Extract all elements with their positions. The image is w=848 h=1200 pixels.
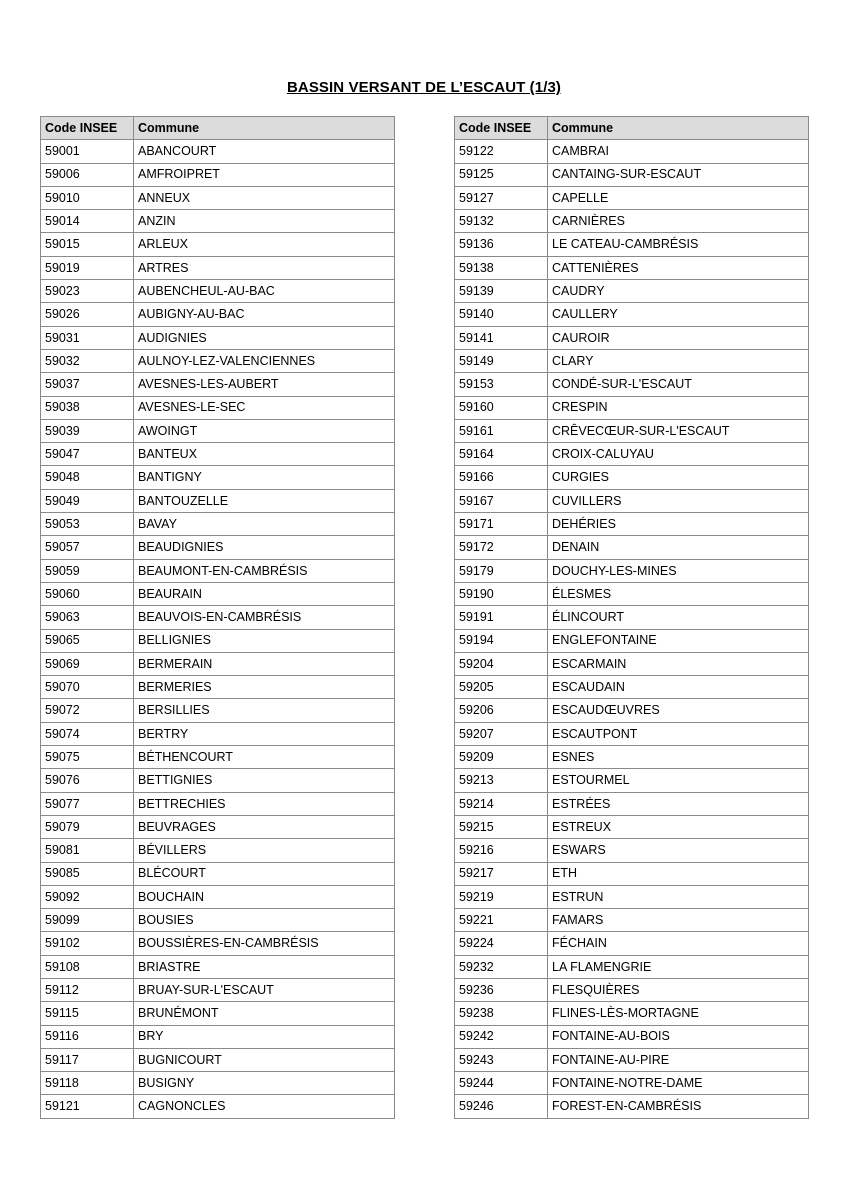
table-row	[41, 629, 395, 652]
cell-commune: BOUSSIÈRES-EN-CAMBRÉSIS	[134, 932, 395, 955]
cell-commune: ARLEUX	[134, 233, 395, 256]
cell-code-insee: 59023	[41, 280, 134, 303]
page-title: BASSIN VERSANT DE L’ESCAUT (1/3)	[286, 79, 562, 96]
cell-commune: BÉTHENCOURT	[134, 746, 395, 769]
cell-commune: BEAUVOIS-EN-CAMBRÉSIS	[134, 606, 395, 629]
cell-commune: BERTRY	[134, 722, 395, 745]
table-row	[41, 373, 395, 396]
communes-table-left	[40, 116, 395, 1119]
cell-code-insee: 59141	[455, 326, 548, 349]
table-row	[455, 396, 809, 419]
cell-commune: CAMBRAI	[548, 140, 809, 163]
cell-code-insee: 59037	[41, 373, 134, 396]
cell-commune: BÉVILLERS	[134, 839, 395, 862]
cell-code-insee: 59102	[41, 932, 134, 955]
cell-code-insee: 59125	[455, 163, 548, 186]
cell-commune: BOUSIES	[134, 909, 395, 932]
cell-code-insee: 59215	[455, 815, 548, 838]
table-row	[41, 909, 395, 932]
cell-code-insee: 59221	[455, 909, 548, 932]
cell-code-insee: 59074	[41, 722, 134, 745]
cell-code-insee: 59001	[41, 140, 134, 163]
table-row	[455, 419, 809, 442]
cell-code-insee: 59132	[455, 210, 548, 233]
cell-commune: FOREST-EN-CAMBRÉSIS	[548, 1095, 809, 1118]
cell-code-insee: 59065	[41, 629, 134, 652]
cell-code-insee: 59167	[455, 489, 548, 512]
cell-commune: BRY	[134, 1025, 395, 1048]
cell-commune: BANTEUX	[134, 443, 395, 466]
table-row	[41, 513, 395, 536]
table-row	[455, 1002, 809, 1025]
cell-code-insee: 59015	[41, 233, 134, 256]
cell-code-insee: 59127	[455, 186, 548, 209]
table-row	[455, 513, 809, 536]
table-row	[41, 210, 395, 233]
cell-code-insee: 59214	[455, 792, 548, 815]
cell-commune: CONDÉ-SUR-L'ESCAUT	[548, 373, 809, 396]
cell-code-insee: 59190	[455, 582, 548, 605]
table-row	[41, 792, 395, 815]
table-row	[41, 303, 395, 326]
cell-commune: AWOINGT	[134, 419, 395, 442]
cell-commune: BEAUDIGNIES	[134, 536, 395, 559]
cell-commune: FÉCHAIN	[548, 932, 809, 955]
column-header-code-insee: Code INSEE	[41, 117, 134, 140]
table-row	[455, 769, 809, 792]
cell-commune: BRIASTRE	[134, 955, 395, 978]
cell-commune: ESCAUTPONT	[548, 722, 809, 745]
table-row	[455, 326, 809, 349]
table-row	[455, 839, 809, 862]
cell-code-insee: 59213	[455, 769, 548, 792]
cell-commune: ESCAUDŒUVRES	[548, 699, 809, 722]
table-row	[41, 163, 395, 186]
table-row	[41, 559, 395, 582]
cell-code-insee: 59206	[455, 699, 548, 722]
cell-code-insee: 59057	[41, 536, 134, 559]
cell-commune: CANTAING-SUR-ESCAUT	[548, 163, 809, 186]
cell-code-insee: 59081	[41, 839, 134, 862]
cell-commune: CAUROIR	[548, 326, 809, 349]
table-row	[455, 629, 809, 652]
table-row	[455, 536, 809, 559]
cell-commune: ANNEUX	[134, 186, 395, 209]
table-row	[41, 839, 395, 862]
cell-commune: ESTOURMEL	[548, 769, 809, 792]
cell-commune: CURGIES	[548, 466, 809, 489]
cell-commune: DENAIN	[548, 536, 809, 559]
cell-commune: CARNIÈRES	[548, 210, 809, 233]
table-row	[455, 1048, 809, 1071]
table-row	[455, 746, 809, 769]
cell-code-insee: 59172	[455, 536, 548, 559]
cell-commune: ETH	[548, 862, 809, 885]
cell-code-insee: 59205	[455, 676, 548, 699]
table-row	[41, 256, 395, 279]
cell-code-insee: 59069	[41, 652, 134, 675]
table-row	[41, 326, 395, 349]
table-row	[41, 140, 395, 163]
cell-code-insee: 59238	[455, 1002, 548, 1025]
cell-commune: ESTREUX	[548, 815, 809, 838]
cell-code-insee: 59010	[41, 186, 134, 209]
table-row	[455, 443, 809, 466]
table-row	[41, 349, 395, 372]
table-row	[455, 1072, 809, 1095]
table-row	[41, 606, 395, 629]
cell-commune: FONTAINE-NOTRE-DAME	[548, 1072, 809, 1095]
cell-commune: AULNOY-LEZ-VALENCIENNES	[134, 349, 395, 372]
cell-commune: CAGNONCLES	[134, 1095, 395, 1118]
cell-code-insee: 59219	[455, 885, 548, 908]
cell-code-insee: 59116	[41, 1025, 134, 1048]
cell-code-insee: 59236	[455, 978, 548, 1001]
table-row	[41, 1048, 395, 1071]
cell-code-insee: 59049	[41, 489, 134, 512]
cell-code-insee: 59038	[41, 396, 134, 419]
cell-code-insee: 59121	[41, 1095, 134, 1118]
table-row	[455, 606, 809, 629]
cell-commune: BLÉCOURT	[134, 862, 395, 885]
cell-code-insee: 59060	[41, 582, 134, 605]
cell-code-insee: 59232	[455, 955, 548, 978]
cell-code-insee: 59207	[455, 722, 548, 745]
cell-code-insee: 59136	[455, 233, 548, 256]
cell-code-insee: 59164	[455, 443, 548, 466]
table-row	[455, 862, 809, 885]
cell-code-insee: 59171	[455, 513, 548, 536]
cell-commune: AVESNES-LE-SEC	[134, 396, 395, 419]
cell-commune: BETTIGNIES	[134, 769, 395, 792]
table-row	[455, 210, 809, 233]
cell-code-insee: 59026	[41, 303, 134, 326]
table-row	[41, 466, 395, 489]
table-row	[455, 349, 809, 372]
cell-code-insee: 59194	[455, 629, 548, 652]
cell-commune: BANTIGNY	[134, 466, 395, 489]
table-row	[41, 536, 395, 559]
table-row	[455, 676, 809, 699]
cell-code-insee: 59019	[41, 256, 134, 279]
table-row	[41, 815, 395, 838]
cell-commune: ESNES	[548, 746, 809, 769]
cell-commune: ESTRÉES	[548, 792, 809, 815]
cell-code-insee: 59243	[455, 1048, 548, 1071]
cell-commune: CUVILLERS	[548, 489, 809, 512]
cell-code-insee: 59117	[41, 1048, 134, 1071]
cell-code-insee: 59209	[455, 746, 548, 769]
table-row	[455, 256, 809, 279]
table-header-row	[455, 117, 809, 140]
cell-commune: BERSILLIES	[134, 699, 395, 722]
cell-commune: FAMARS	[548, 909, 809, 932]
cell-commune: DEHÉRIES	[548, 513, 809, 536]
table-row	[41, 978, 395, 1001]
cell-commune: FONTAINE-AU-PIRE	[548, 1048, 809, 1071]
table-row	[41, 746, 395, 769]
cell-code-insee: 59112	[41, 978, 134, 1001]
cell-code-insee: 59166	[455, 466, 548, 489]
table-row	[41, 280, 395, 303]
cell-code-insee: 59079	[41, 815, 134, 838]
cell-code-insee: 59204	[455, 652, 548, 675]
cell-commune: LA FLAMENGRIE	[548, 955, 809, 978]
table-row	[41, 419, 395, 442]
cell-commune: CAPELLE	[548, 186, 809, 209]
table-row	[41, 396, 395, 419]
cell-commune: CAULLERY	[548, 303, 809, 326]
cell-commune: BETTRECHIES	[134, 792, 395, 815]
cell-code-insee: 59032	[41, 349, 134, 372]
cell-commune: AVESNES-LES-AUBERT	[134, 373, 395, 396]
table-row	[455, 466, 809, 489]
cell-commune: CROIX-CALUYAU	[548, 443, 809, 466]
table-row	[455, 1095, 809, 1118]
cell-commune: BEAURAIN	[134, 582, 395, 605]
table-row	[455, 140, 809, 163]
column-header-commune: Commune	[134, 117, 395, 140]
cell-commune: AUBENCHEUL-AU-BAC	[134, 280, 395, 303]
cell-commune: LE CATEAU-CAMBRÉSIS	[548, 233, 809, 256]
cell-code-insee: 59076	[41, 769, 134, 792]
cell-commune: BOUCHAIN	[134, 885, 395, 908]
cell-commune: BRUAY-SUR-L'ESCAUT	[134, 978, 395, 1001]
cell-code-insee: 59075	[41, 746, 134, 769]
table-row	[41, 932, 395, 955]
cell-code-insee: 59139	[455, 280, 548, 303]
cell-code-insee: 59031	[41, 326, 134, 349]
cell-commune: BUSIGNY	[134, 1072, 395, 1095]
table-row	[455, 489, 809, 512]
cell-commune: ABANCOURT	[134, 140, 395, 163]
table-row	[455, 932, 809, 955]
cell-code-insee: 59047	[41, 443, 134, 466]
cell-commune: CAUDRY	[548, 280, 809, 303]
cell-code-insee: 59085	[41, 862, 134, 885]
table-row	[455, 303, 809, 326]
table-row	[41, 676, 395, 699]
cell-commune: ESWARS	[548, 839, 809, 862]
cell-commune: AUDIGNIES	[134, 326, 395, 349]
table-row	[455, 792, 809, 815]
table-row	[455, 582, 809, 605]
cell-commune: ESTRUN	[548, 885, 809, 908]
cell-code-insee: 59014	[41, 210, 134, 233]
table-row	[41, 443, 395, 466]
table-row	[455, 280, 809, 303]
cell-commune: BUGNICOURT	[134, 1048, 395, 1071]
cell-commune: BERMERIES	[134, 676, 395, 699]
table-row	[455, 885, 809, 908]
cell-code-insee: 59224	[455, 932, 548, 955]
cell-code-insee: 59149	[455, 349, 548, 372]
table-row	[455, 978, 809, 1001]
table-row	[41, 186, 395, 209]
cell-code-insee: 59217	[455, 862, 548, 885]
cell-commune: FLINES-LÈS-MORTAGNE	[548, 1002, 809, 1025]
table-row	[41, 722, 395, 745]
cell-code-insee: 59160	[455, 396, 548, 419]
cell-code-insee: 59138	[455, 256, 548, 279]
cell-code-insee: 59077	[41, 792, 134, 815]
cell-code-insee: 59092	[41, 885, 134, 908]
table-row	[41, 233, 395, 256]
cell-commune: BAVAY	[134, 513, 395, 536]
cell-commune: BRUNÉMONT	[134, 1002, 395, 1025]
cell-code-insee: 59099	[41, 909, 134, 932]
cell-commune: CRESPIN	[548, 396, 809, 419]
table-row	[41, 699, 395, 722]
table-row	[455, 909, 809, 932]
table-row	[455, 652, 809, 675]
cell-commune: ESCARMAIN	[548, 652, 809, 675]
table-row	[41, 1072, 395, 1095]
table-row	[455, 233, 809, 256]
cell-commune: CATTENIÈRES	[548, 256, 809, 279]
cell-code-insee: 59153	[455, 373, 548, 396]
cell-code-insee: 59063	[41, 606, 134, 629]
cell-commune: FONTAINE-AU-BOIS	[548, 1025, 809, 1048]
table-row	[455, 815, 809, 838]
cell-commune: ÉLESMES	[548, 582, 809, 605]
cell-commune: BEAUMONT-EN-CAMBRÉSIS	[134, 559, 395, 582]
table-row	[455, 373, 809, 396]
communes-table-right	[454, 116, 809, 1119]
table-row	[455, 559, 809, 582]
table-row	[41, 955, 395, 978]
cell-code-insee: 59242	[455, 1025, 548, 1048]
cell-code-insee: 59140	[455, 303, 548, 326]
table-row	[455, 955, 809, 978]
cell-code-insee: 59053	[41, 513, 134, 536]
cell-commune: ÉLINCOURT	[548, 606, 809, 629]
column-header-commune: Commune	[548, 117, 809, 140]
cell-code-insee: 59246	[455, 1095, 548, 1118]
table-row	[455, 699, 809, 722]
cell-commune: ANZIN	[134, 210, 395, 233]
table-row	[455, 1025, 809, 1048]
cell-commune: BERMERAIN	[134, 652, 395, 675]
cell-commune: ESCAUDAIN	[548, 676, 809, 699]
table-row	[41, 489, 395, 512]
cell-commune: CRÊVECŒUR-SUR-L'ESCAUT	[548, 419, 809, 442]
table-row	[41, 1025, 395, 1048]
cell-commune: ARTRES	[134, 256, 395, 279]
cell-commune: ENGLEFONTAINE	[548, 629, 809, 652]
cell-commune: FLESQUIÈRES	[548, 978, 809, 1001]
table-row	[41, 582, 395, 605]
cell-code-insee: 59039	[41, 419, 134, 442]
table-body	[455, 140, 809, 1118]
cell-commune: DOUCHY-LES-MINES	[548, 559, 809, 582]
cell-commune: AUBIGNY-AU-BAC	[134, 303, 395, 326]
cell-code-insee: 59161	[455, 419, 548, 442]
cell-code-insee: 59179	[455, 559, 548, 582]
cell-code-insee: 59191	[455, 606, 548, 629]
cell-code-insee: 59006	[41, 163, 134, 186]
table-body	[41, 140, 395, 1118]
cell-code-insee: 59048	[41, 466, 134, 489]
cell-code-insee: 59244	[455, 1072, 548, 1095]
cell-commune: BELLIGNIES	[134, 629, 395, 652]
cell-code-insee: 59118	[41, 1072, 134, 1095]
table-row	[41, 1095, 395, 1118]
cell-code-insee: 59070	[41, 676, 134, 699]
column-header-code-insee: Code INSEE	[455, 117, 548, 140]
table-row	[41, 652, 395, 675]
cell-commune: AMFROIPRET	[134, 163, 395, 186]
table-header-row	[41, 117, 395, 140]
cell-commune: BANTOUZELLE	[134, 489, 395, 512]
table-row	[41, 885, 395, 908]
cell-code-insee: 59122	[455, 140, 548, 163]
cell-code-insee: 59108	[41, 955, 134, 978]
table-row	[455, 186, 809, 209]
table-row	[41, 1002, 395, 1025]
table-row	[455, 722, 809, 745]
table-row	[455, 163, 809, 186]
cell-commune: CLARY	[548, 349, 809, 372]
table-row	[41, 862, 395, 885]
cell-code-insee: 59115	[41, 1002, 134, 1025]
table-row	[41, 769, 395, 792]
cell-commune: BEUVRAGES	[134, 815, 395, 838]
cell-code-insee: 59216	[455, 839, 548, 862]
cell-code-insee: 59072	[41, 699, 134, 722]
cell-code-insee: 59059	[41, 559, 134, 582]
